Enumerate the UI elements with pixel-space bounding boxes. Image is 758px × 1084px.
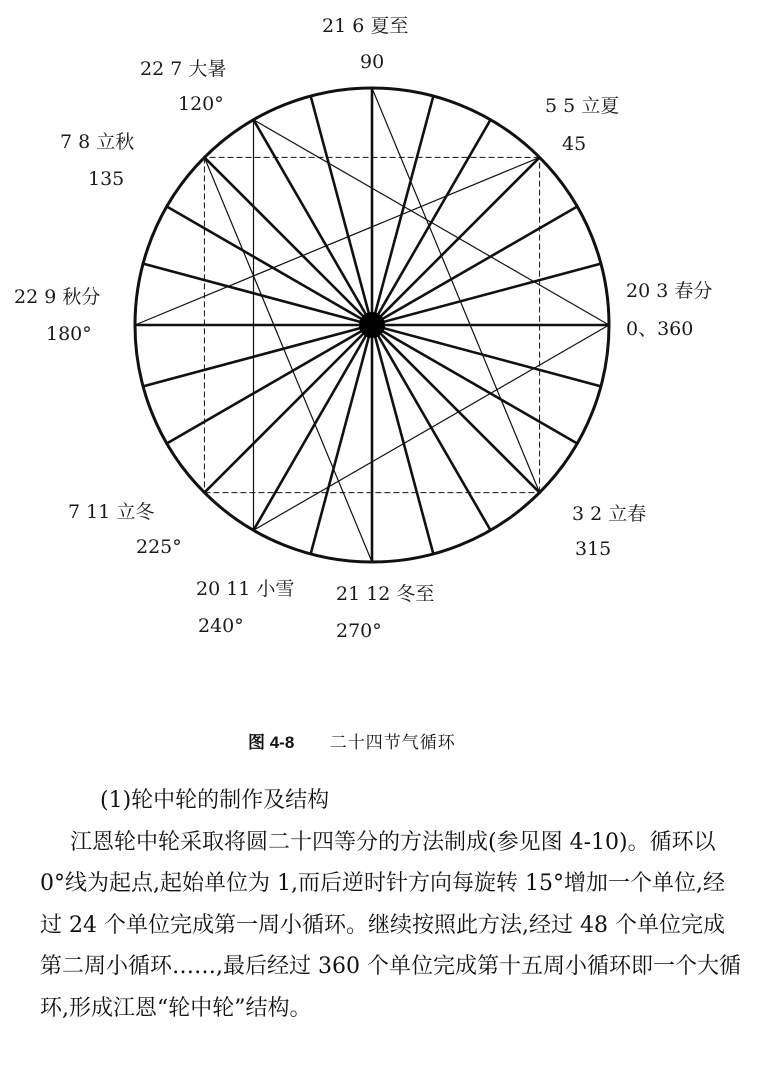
spoke xyxy=(372,120,491,325)
spoke xyxy=(311,96,372,325)
figure-caption-number: 图 4-8 xyxy=(248,733,295,752)
spoke xyxy=(143,325,372,386)
figure-caption-text: 二十四节气循环 xyxy=(329,733,456,753)
label-start-of-winter-date: 7 11 立冬 xyxy=(68,501,155,523)
spoke xyxy=(204,157,372,325)
spoke xyxy=(372,325,433,554)
label-spring-equinox-angle: 0、360 xyxy=(626,318,694,340)
spoke xyxy=(204,325,372,493)
spoke xyxy=(167,207,372,326)
label-start-of-autumn-date: 7 8 立秋 xyxy=(60,131,135,153)
construction-chord xyxy=(372,88,540,493)
construction-chord xyxy=(204,157,372,562)
spoke xyxy=(372,325,577,444)
label-start-of-spring-date: 3 2 立春 xyxy=(572,503,647,525)
spoke xyxy=(167,325,372,444)
spoke xyxy=(372,157,540,325)
label-start-of-summer-date: 5 5 立夏 xyxy=(545,95,620,117)
label-start-of-autumn-angle: 135 xyxy=(88,168,125,190)
center-hub xyxy=(359,312,385,338)
label-minor-snow-angle: 240° xyxy=(198,615,244,637)
spoke xyxy=(372,325,540,493)
label-great-heat-angle: 120° xyxy=(178,93,224,115)
label-summer-solstice-angle: 90 xyxy=(360,51,385,73)
spoke xyxy=(372,325,601,386)
construction-chord xyxy=(135,157,540,325)
label-winter-solstice-date: 21 12 冬至 xyxy=(336,583,435,605)
label-start-of-summer-angle: 45 xyxy=(562,133,587,155)
label-start-of-winter-angle: 225° xyxy=(136,536,182,558)
spoke xyxy=(143,264,372,325)
spoke xyxy=(372,264,601,325)
spoke xyxy=(372,96,433,325)
label-autumn-equinox-date: 22 9 秋分 xyxy=(14,286,101,308)
spoke xyxy=(311,325,372,554)
label-summer-solstice-date: 21 6 夏至 xyxy=(322,15,409,37)
section-paragraph: 江恩轮中轮采取将圆二十四等分的方法制成(参见图 4-10)。循环以 0°线为起点,起始单位为 1,而后逆时针方向每旋转 15°增加一个单位,经过 24 个单位完成第一周小循环。继续按照此方法,经过 48 个单位完成第二周小循环……,最后经过 360 个单位完成第十五周小循环即一个大循环,形成江恩“轮中轮”结构。 xyxy=(40,829,741,1021)
label-start-of-spring-angle: 315 xyxy=(575,538,612,560)
spoke xyxy=(372,325,491,530)
label-autumn-equinox-angle: 180° xyxy=(46,323,92,345)
spoke xyxy=(372,207,577,326)
label-minor-snow-date: 20 11 小雪 xyxy=(196,578,295,600)
section-heading: (1)轮中轮的制作及结构 xyxy=(100,788,330,813)
figure-caption xyxy=(248,728,648,753)
spoke xyxy=(254,120,373,325)
label-spring-equinox-date: 20 3 春分 xyxy=(626,280,713,302)
label-winter-solstice-angle: 270° xyxy=(336,620,382,642)
spoke xyxy=(254,325,373,530)
body-text xyxy=(40,780,742,1029)
label-great-heat-date: 22 7 大暑 xyxy=(140,58,227,80)
